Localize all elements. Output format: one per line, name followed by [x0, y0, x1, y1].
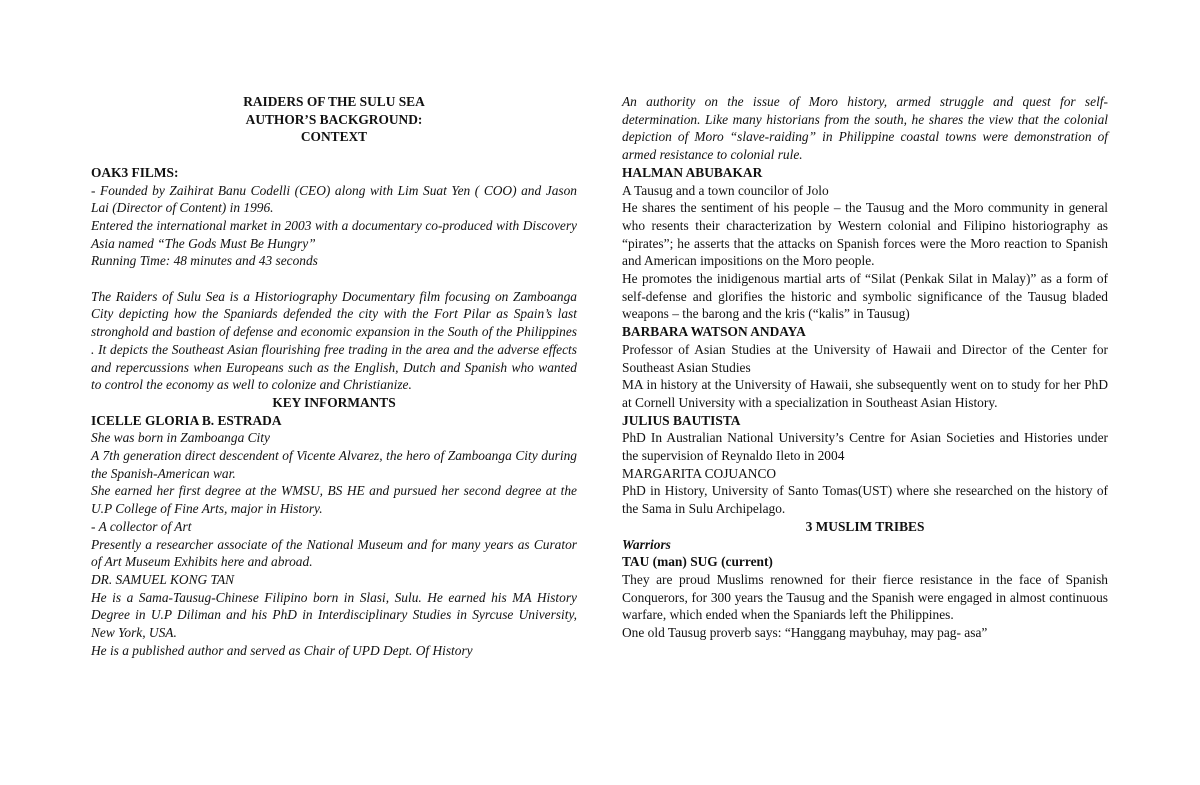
andaya-heading: BARBARA WATSON ANDAYA — [622, 324, 806, 340]
left-column — [91, 93, 577, 659]
estrada-line: She earned her first degree at the WMSU, BS HE and pursued her second degree at the U.P College of Fine Arts, major in History. — [91, 483, 577, 517]
estrada-heading: ICELLE GLORIA B. ESTRADA — [91, 412, 282, 428]
oak3-films-heading: OAK3 FILMS: — [91, 164, 179, 180]
andaya-line: Professor of Asian Studies at the University of Hawaii and Director of the Center for Southeast Asian Studies — [622, 341, 1108, 375]
tan-line: He is a published author and served as Chair of UPD Dept. Of History — [91, 642, 473, 658]
warriors-label: Warriors — [622, 536, 671, 552]
abubakar-line: He shares the sentiment of his people – the Tausug and the Moro community in general who resents their characterization by Western colonial and Filipino historiography as “pirates”; he asserts that the attacks on Spanish forces were the Moro reaction to Spanish and American impositions on the Moro people. — [622, 200, 1108, 269]
document-title: RAIDERS OF THE SULU SEA — [243, 94, 425, 109]
oak3-founding-text: - Founded by Zaihirat Banu Codelli (CEO) along with Lim Suat Yen ( COO) and Jason Lai (Director of Content) in 1996. — [91, 182, 577, 216]
estrada-line: Presently a researcher associate of the National Museum and for many years as Curator of Art Museum Exhibits here and abroad. — [91, 536, 577, 570]
cojuanco-heading: MARGARITA COJUANCO — [622, 465, 777, 481]
tausug-heading: TAU (man) SUG (current) — [622, 554, 773, 570]
tausug-line: They are proud Muslims renowned for their fierce resistance in the face of Spanish Conquerors, for 300 years the Tausug and the Spanish were engaged in almost continuous warfare, which ended when the Spaniards left the Philippines. — [622, 571, 1108, 623]
tan-line: He is a Sama-Tausug-Chinese Filipino born in Slasi, Sulu. He earned his MA History Degree in U.P Diliman and his PhD in Interdisciplinary Studies in Syrcuse University, New York, USA. — [91, 589, 577, 641]
running-time-text: Running Time: 48 minutes and 43 seconds — [91, 253, 318, 269]
estrada-line: She was born in Zamboanga City — [91, 430, 270, 446]
bautista-heading: JULIUS BAUTISTA — [622, 412, 741, 428]
document-subtitle: AUTHOR’S BACKGROUND: — [245, 111, 423, 127]
estrada-line: - A collector of Art — [91, 518, 192, 534]
tan-continuation: An authority on the issue of Moro history, armed struggle and quest for self-determination. Like many historians from the south, he shares the view that the colonial depiction of Moro “slave-raiding” in Philippine coastal towns were demonstration of armed resistance to colonial rule. — [622, 94, 1108, 163]
context-heading: CONTEXT — [300, 129, 368, 145]
tausug-proverb: One old Tausug proverb says: “Hanggang maybuhay, may pag- asa” — [622, 625, 988, 641]
abubakar-line: He promotes the inidigenous martial arts of “Silat (Penkak Silat in Malay)” as a form of self-defense and glorifies the historic and symbolic significance of the Tausug bladed weapons – the barong and the kris (“kalis” in Tausug) — [622, 271, 1108, 322]
andaya-line: MA in history at the University of Hawaii, she subsequently went on to study for her PhD at Cornell University with a specialization in Southeast Asian History. — [622, 377, 1108, 410]
key-informants-heading: KEY INFORMANTS — [272, 394, 396, 410]
oak3-market-text: Entered the international market in 2003 with a documentary co-produced with Discovery Asia named “The Gods Must Be Hungry” — [91, 217, 577, 251]
film-description: The Raiders of Sulu Sea is a Historiography Documentary film focusing on Zamboanga City depicting how the Spaniards defended the city with the Fort Pilar as Spain’s last stronghold and bastion of defense and economic expansion in the South of the Philippines . It depicts the Southeast Asian flourishing free trading in the area and the adverse effects and repercussions when Europeans such as the English, Dutch and Spanish who wanted to control the economy as well to colonize and Christianize. — [91, 288, 577, 393]
bautista-line: PhD In Australian National University’s Centre for Asian Societies and Histories under the supervision of Reynaldo Ileto in 2004 — [622, 430, 1108, 464]
muslim-tribes-heading: 3 MUSLIM TRIBES — [805, 518, 925, 534]
abubakar-line: A Tausug and a town councilor of Jolo — [622, 182, 829, 198]
right-column — [622, 93, 1108, 642]
estrada-line: A 7th generation direct descendent of Vicente Alvarez, the hero of Zamboanga City during the Spanish-American war. — [91, 448, 577, 481]
cojuanco-line: PhD in History, University of Santo Tomas(UST) where she researched on the history of the Sama in Sulu Archipelago. — [622, 483, 1108, 517]
abubakar-heading: HALMAN ABUBAKAR — [622, 164, 763, 180]
tan-heading: DR. SAMUEL KONG TAN — [91, 571, 235, 587]
